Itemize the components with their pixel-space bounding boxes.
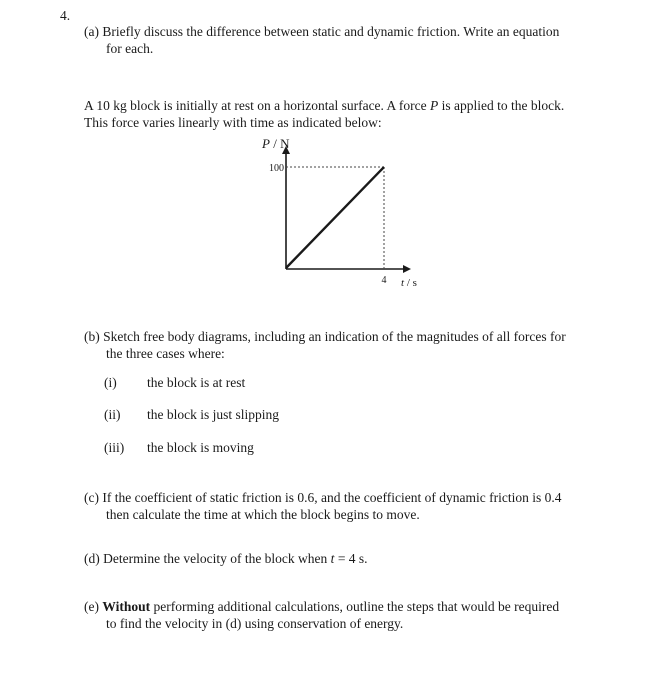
part-e-pre: (e)	[84, 599, 103, 614]
part-a-line-1: (a) Briefly discuss the difference between static and dynamic friction. Write an equation	[84, 24, 560, 39]
force-time-graph	[240, 132, 430, 292]
problem-line-1-pre: A 10 kg block is initially at rest on a horizontal surface. A force	[84, 98, 431, 113]
problem-line-1	[84, 98, 564, 114]
question-number: 4.	[60, 8, 71, 23]
part-b-item-2-number: (ii)	[104, 407, 121, 422]
part-b-item-3-text: the block is moving	[147, 440, 254, 455]
part-b-line-1: (b) Sketch free body diagrams, including an indication of the magnitudes of all forces for	[84, 329, 566, 344]
x-tick-label: 4	[381, 275, 387, 286]
y-tick-label: 100	[269, 163, 284, 174]
part-e-line-2: to find the velocity in (d) using conservation of energy.	[106, 616, 404, 631]
part-b-item-3-number: (iii)	[104, 440, 125, 455]
part-e-line-1	[84, 599, 559, 615]
part-a-line-2: for each.	[106, 41, 154, 56]
x-axis-label: t / s	[401, 277, 417, 289]
part-e-post: performing additional calculations, outline the steps that would be required	[150, 599, 560, 614]
part-e-bold-word: Without	[102, 599, 151, 614]
part-b-item-1-number: (i)	[104, 375, 117, 390]
part-b-line-2: the three cases where:	[106, 346, 225, 361]
part-c-line-1: (c) If the coefficient of static friction is 0.6, and the coefficient of dynamic friction is 0.4	[84, 490, 562, 505]
y-axis-label: P / N	[262, 136, 290, 151]
part-d-pre: (d) Determine the velocity of the block when	[84, 551, 331, 566]
problem-line-1-post: is applied to the block.	[438, 98, 565, 113]
part-d-post: = 4 s.	[334, 551, 368, 566]
part-c-line-2: then calculate the time at which the block begins to move.	[106, 507, 420, 522]
part-b-item-2-text: the block is just slipping	[147, 407, 280, 422]
force-line	[286, 167, 384, 268]
problem-line-2: This force varies linearly with time as indicated below:	[84, 115, 382, 130]
time-variable: t	[330, 551, 335, 566]
force-variable: P	[430, 98, 439, 113]
part-b-item-1-text: the block is at rest	[147, 375, 246, 390]
part-d-line	[84, 551, 368, 567]
